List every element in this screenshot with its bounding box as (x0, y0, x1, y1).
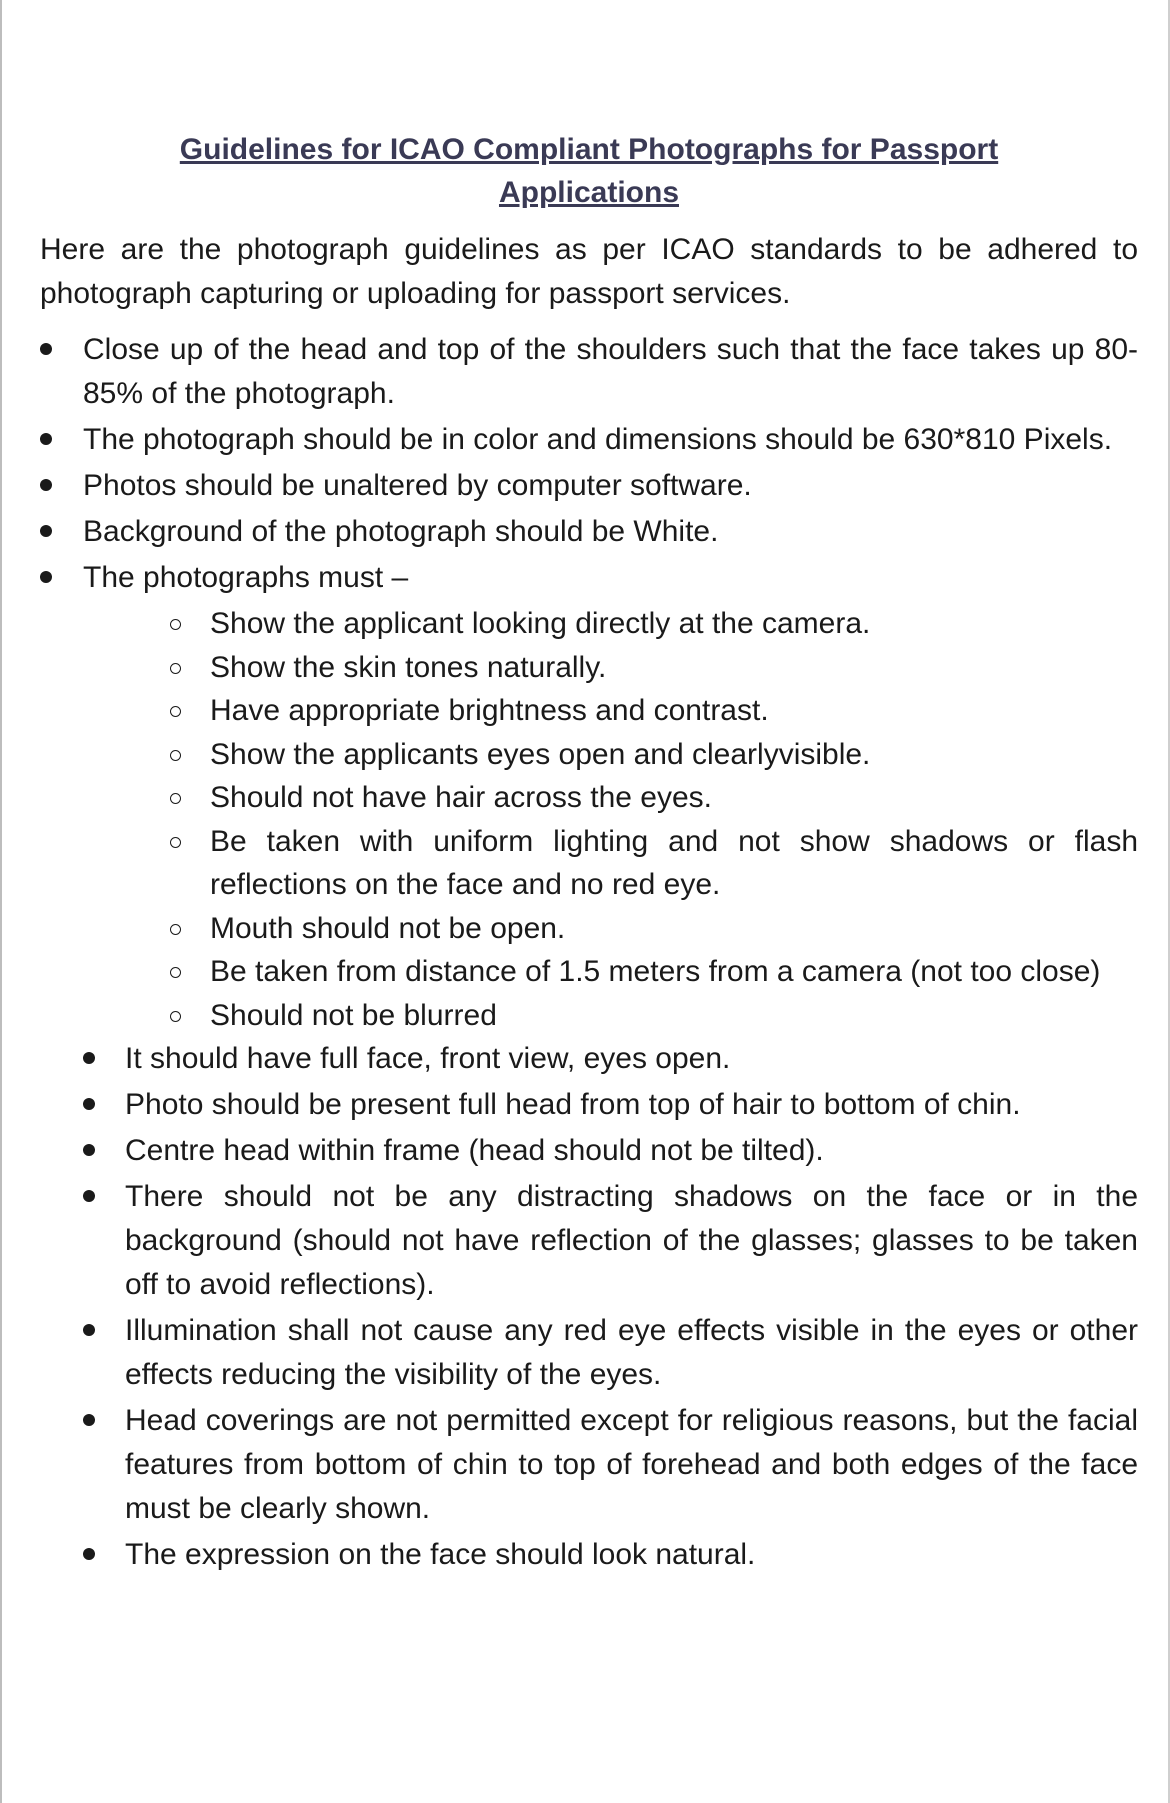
secondary-bullet-list (40, 1037, 1138, 1577)
sub-list-item: Show the skin tones naturally. (40, 646, 1138, 690)
sub-list-item: Should not be blurred (40, 994, 1138, 1038)
bullet-circle-icon (170, 793, 181, 804)
sub-list-item: Be taken from distance of 1.5 meters from a camera (not too close) (40, 950, 1138, 994)
bullet-dot-icon (40, 479, 52, 491)
list-item: Head coverings are not permitted except for religious reasons, but the facial features from bottom of chin to top of forehead and both edges of the face must be clearly shown. (40, 1399, 1138, 1531)
list-item: Centre head within frame (head should not be tilted). (40, 1129, 1138, 1173)
list-item: The photographs must – (40, 556, 1138, 600)
bullet-dot-icon (83, 1190, 95, 1202)
bullet-circle-icon (170, 619, 181, 630)
bullet-circle-icon (170, 750, 181, 761)
bullet-circle-icon (170, 663, 181, 674)
bullet-dot-icon (83, 1324, 95, 1336)
bullet-dot-icon (40, 343, 52, 355)
document-title: Guidelines for ICAO Compliant Photographs for Passport Applications (179, 133, 999, 209)
intro-paragraph: Here are the photograph guidelines as per ICAO standards to be adhered to photograph capturing or uploading for passport services. (40, 233, 1138, 310)
list-item: It should have full face, front view, eyes open. (40, 1037, 1138, 1081)
sub-list-item: Be taken with uniform lighting and not show shadows or flash reflections on the face and no red eye. (40, 820, 1138, 907)
bullet-circle-icon (170, 837, 181, 848)
bullet-dot-icon (83, 1052, 95, 1064)
list-item: Illumination shall not cause any red eye effects visible in the eyes or other effects reducing the visibility of the eyes. (40, 1309, 1138, 1397)
sub-list-item: Have appropriate brightness and contrast. (40, 689, 1138, 733)
list-item: Close up of the head and top of the shoulders such that the face takes up 80-85% of the photograph. (40, 328, 1138, 416)
document-content (40, 128, 1138, 1579)
main-bullet-list (40, 328, 1138, 600)
bullet-dot-icon (40, 433, 52, 445)
bullet-dot-icon (83, 1098, 95, 1110)
sub-list-item: Should not have hair across the eyes. (40, 776, 1138, 820)
list-item: Photos should be unaltered by computer software. (40, 464, 1138, 508)
bullet-circle-icon (170, 706, 181, 717)
bullet-circle-icon (170, 967, 181, 978)
list-item: Photo should be present full head from top of hair to bottom of chin. (40, 1083, 1138, 1127)
sub-bullet-list (40, 602, 1138, 1037)
bullet-dot-icon (83, 1548, 95, 1560)
sub-list-item: Mouth should not be open. (40, 907, 1138, 951)
list-item: Background of the photograph should be White. (40, 510, 1138, 554)
bullet-dot-icon (83, 1414, 95, 1426)
list-item: The expression on the face should look natural. (40, 1533, 1138, 1577)
sub-list-item: Show the applicant looking directly at the camera. (40, 602, 1138, 646)
page-edge-left (0, 0, 2, 1803)
bullet-dot-icon (83, 1144, 95, 1156)
list-item: The photograph should be in color and dimensions should be 630*810 Pixels. (40, 418, 1138, 462)
bullet-dot-icon (40, 525, 52, 537)
bullet-circle-icon (170, 924, 181, 935)
bullet-dot-icon (40, 571, 52, 583)
bullet-circle-icon (170, 1011, 181, 1022)
sub-list-item: Show the applicants eyes open and clearlyvisible. (40, 733, 1138, 777)
list-item: There should not be any distracting shadows on the face or in the background (should not have reflection of the glasses; glasses to be taken off to avoid reflections). (40, 1175, 1138, 1307)
